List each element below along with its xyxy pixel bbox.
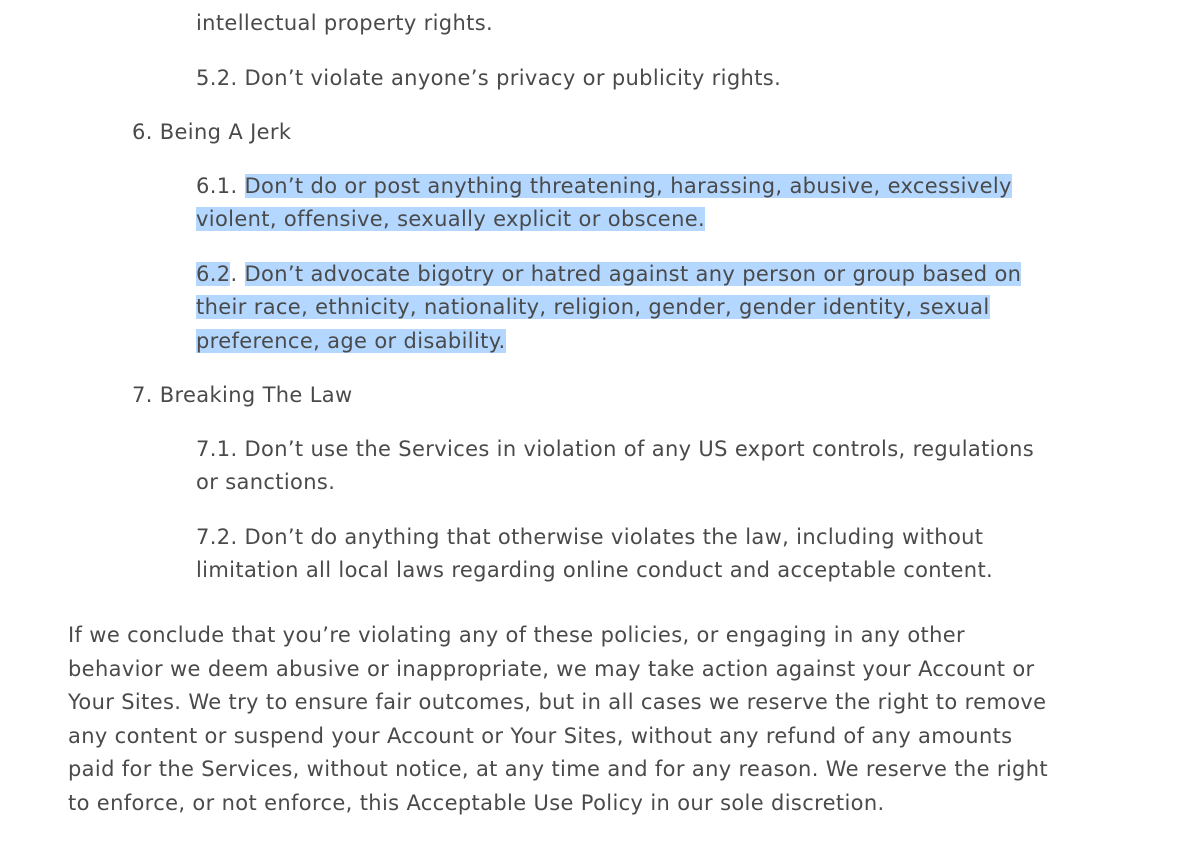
item-7-2-line-1: 7.2. Don’t do anything that otherwise violates the law, including without: [196, 525, 984, 549]
item-6-1-number: 6.1.: [196, 174, 238, 198]
selected-text[interactable]: preference, age or disability.: [196, 329, 506, 353]
closing-line: to enforce, or not enforce, this Acceptable Use Policy in our sole discretion.: [68, 791, 885, 815]
closing-line: paid for the Services, without notice, at any time and for any reason. We reserve the right: [68, 757, 1048, 781]
item-6-2-line-2[interactable]: [196, 290, 990, 324]
item-5-1-tail: intellectual property rights.: [196, 11, 494, 35]
item-7-2-line-2: limitation all local laws regarding online conduct and acceptable content.: [196, 558, 994, 582]
closing-line: any content or suspend your Account or Your Sites, without any refund of any amounts: [68, 724, 1013, 748]
section-6-heading: 6. Being A Jerk: [132, 120, 292, 144]
item-6-1-line-1[interactable]: [196, 169, 1012, 203]
closing-line: If we conclude that you’re violating any of these policies, or engaging in any other: [68, 623, 966, 647]
closing-line: behavior we deem abusive or inappropriate, we may take action against your Account or: [68, 657, 1035, 681]
item-6-2-line-3[interactable]: [196, 324, 506, 358]
item-6-2-number-start[interactable]: 6.: [196, 262, 217, 286]
selected-text[interactable]: violent, offensive, sexually explicit or obscene.: [196, 207, 706, 231]
item-6-2-line-1[interactable]: [196, 257, 1021, 291]
selected-text[interactable]: Don’t advocate bigotry or hatred against any person or group based on: [244, 262, 1022, 286]
item-6-1-line-2[interactable]: [196, 202, 705, 236]
selected-text[interactable]: their race, ethnicity, nationality, religion, gender, gender identity, sexual: [196, 295, 990, 319]
closing-line: Your Sites. We try to ensure fair outcomes, but in all cases we reserve the right to remove: [68, 690, 1047, 714]
section-7-heading: 7. Breaking The Law: [132, 383, 353, 407]
item-6-2-number-mid[interactable]: 2: [216, 262, 231, 286]
item-5-2: 5.2. Don’t violate anyone’s privacy or publicity rights.: [196, 66, 782, 90]
selected-text[interactable]: Don’t do or post anything threatening, harassing, abusive, excessively: [244, 174, 1012, 198]
item-7-1-line-2: or sanctions.: [196, 470, 336, 494]
item-7-1-line-1: 7.1. Don’t use the Services in violation of any US export controls, regulations: [196, 437, 1035, 461]
item-6-2-number-end: .: [230, 262, 238, 286]
